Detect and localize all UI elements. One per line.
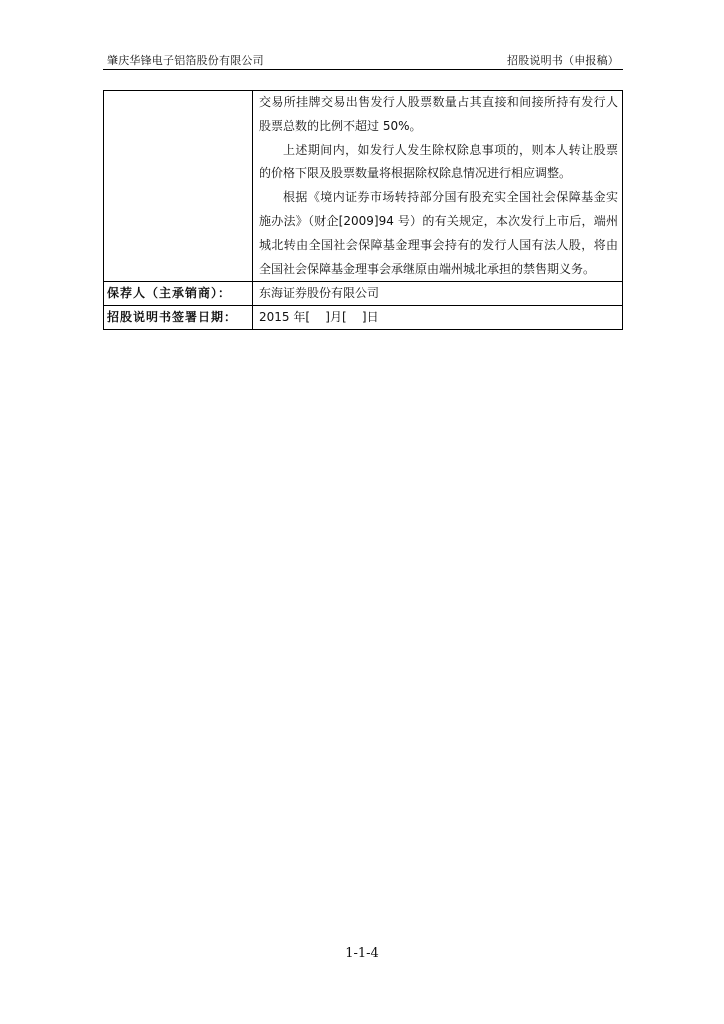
table-row-label xyxy=(104,282,253,306)
lockup-paragraph-1: 交易所挂牌交易出售发行人股票数量占其直接和间接所持有发行人股票总数的比例不超过 50%。 xyxy=(259,95,618,133)
signing-date-label: 招股说明书签署日期： xyxy=(107,310,238,325)
sponsor-label: 保荐人（主承销商）： xyxy=(107,286,232,301)
header-company-name: 肇庆华锋电子铝箔股份有限公司 xyxy=(107,54,264,67)
table-cell-empty-label xyxy=(104,91,253,282)
page-number: 1-1-4 xyxy=(345,946,379,961)
table-row-value xyxy=(253,306,623,330)
lockup-paragraph-3: 根据《境内证券市场转持部分国有股充实全国社会保障基金实施办法》（财企[2009]94 号）的有关规定，本次发行上市后，端州城北转由全国社会保障基金理事会持有的发行人国有法人股，将由全国社会保障基金理事会承继原由端州城北承担的禁售期义务。 xyxy=(259,190,618,276)
page-header xyxy=(103,48,623,70)
table-row-value xyxy=(253,282,623,306)
table-cell-lockup-text xyxy=(253,91,623,282)
table-row-lockup-continued xyxy=(104,91,623,282)
table-row-sponsor xyxy=(104,282,623,306)
info-table xyxy=(103,90,623,330)
header-rule xyxy=(103,69,623,70)
sponsor-value: 东海证券股份有限公司 xyxy=(259,286,380,301)
lockup-paragraph-2: 上述期间内，如发行人发生除权除息事项的，则本人转让股票的价格下限及股票数量将根据除权除息情况进行相应调整。 xyxy=(259,142,618,181)
table-row-label xyxy=(104,306,253,330)
table-row-signing-date xyxy=(104,306,623,330)
header-document-title: 招股说明书（申报稿） xyxy=(507,54,619,67)
signing-date-value: 2015 年[ ]月[ ]日 xyxy=(259,310,379,325)
